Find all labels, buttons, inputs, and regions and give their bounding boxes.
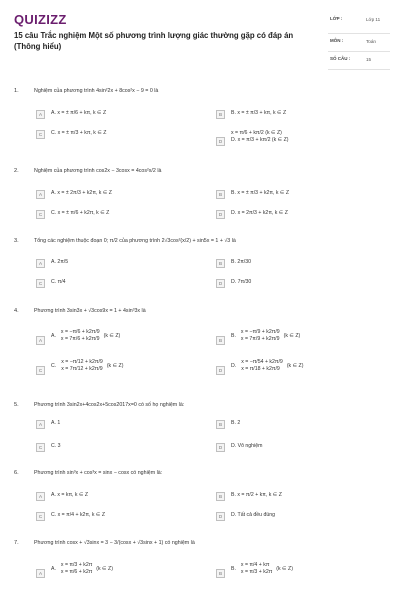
option-domain-note: (k ∈ Z) bbox=[283, 332, 301, 339]
meta-count-label: SỐ CÂU : bbox=[330, 56, 351, 61]
question-number: 2. bbox=[14, 168, 19, 174]
meta-class-row bbox=[328, 12, 390, 34]
option-formula-stack bbox=[241, 562, 272, 576]
option-text bbox=[231, 492, 282, 499]
option-line: A. 1 bbox=[51, 420, 61, 426]
option-key-box[interactable]: C bbox=[36, 279, 45, 288]
option-line: B. 2π/30 bbox=[231, 259, 252, 265]
option-key-box[interactable]: D bbox=[216, 366, 225, 375]
option-key-box[interactable]: B bbox=[216, 259, 225, 268]
option-b[interactable] bbox=[216, 329, 300, 353]
option-text bbox=[231, 359, 303, 373]
option-text bbox=[231, 110, 286, 117]
option-formula-line: x = π/18 + k2π/9 bbox=[241, 366, 280, 372]
option-formula-line: x = 7π/9 + k2π/9 bbox=[240, 336, 280, 342]
option-b[interactable] bbox=[216, 259, 251, 271]
question-number: 4. bbox=[14, 308, 19, 314]
option-key-box[interactable]: B bbox=[216, 420, 225, 429]
option-c[interactable] bbox=[36, 359, 123, 383]
option-text bbox=[231, 562, 293, 576]
option-line: D. x = 2π/3 + k2π, k ∈ Z bbox=[231, 210, 288, 216]
question-text: Tổng các nghiệm thuộc đoạn 0; π/2 của phương trình 2√3cos²(x/2) + sin5x = 1 + √3 là bbox=[34, 238, 236, 244]
option-domain-note: (k ∈ Z) bbox=[286, 362, 304, 369]
option-c[interactable] bbox=[36, 279, 66, 291]
option-formula-line: x = π/3 + k2π bbox=[60, 562, 93, 568]
option-text bbox=[231, 130, 289, 144]
option-text bbox=[231, 420, 240, 427]
option-text bbox=[51, 562, 113, 576]
option-formula-line: x = π/6 + k2π bbox=[60, 569, 93, 575]
option-line: D. Tất cả đều đúng bbox=[231, 512, 276, 518]
question-text: Nghiệm của phương trình 4sin²2x + 8cos²x − 9 = 0 là bbox=[34, 88, 159, 94]
option-key-box[interactable]: B bbox=[216, 569, 225, 578]
option-text bbox=[51, 259, 68, 266]
question-number: 5. bbox=[14, 402, 19, 408]
option-line: x = π/6 + kπ/2 (k ∈ Z) bbox=[231, 130, 282, 136]
option-a[interactable] bbox=[36, 492, 88, 504]
option-c[interactable] bbox=[36, 210, 109, 222]
option-formula-stack bbox=[241, 359, 283, 373]
option-text bbox=[231, 443, 262, 450]
option-key-box[interactable]: D bbox=[216, 443, 225, 452]
option-formula-stack bbox=[241, 329, 280, 343]
option-a[interactable] bbox=[36, 259, 68, 271]
option-formula-line: x = −π/9 + k2π/9 bbox=[240, 329, 280, 335]
option-d[interactable] bbox=[216, 359, 303, 383]
option-line: A. 2π/5 bbox=[51, 259, 69, 265]
question-text: Phương trình 3sin3x + √3cos9x = 1 + 4sin³3x là bbox=[34, 308, 146, 314]
question-number: 7. bbox=[14, 540, 19, 546]
option-formula-line: x = −π/6 + k2π/9 bbox=[60, 329, 100, 335]
option-d[interactable] bbox=[216, 512, 275, 524]
option-text bbox=[231, 210, 288, 217]
option-key-box[interactable]: C bbox=[36, 366, 45, 375]
option-a[interactable] bbox=[36, 110, 106, 122]
option-key-box[interactable]: B bbox=[216, 190, 225, 199]
option-key-box[interactable]: A bbox=[36, 569, 45, 578]
option-key-box[interactable]: A bbox=[36, 492, 45, 501]
option-formula-line: x = π/3 + k2π bbox=[240, 569, 273, 575]
option-line: C. π/4 bbox=[51, 279, 66, 285]
option-key-box[interactable]: D bbox=[216, 210, 225, 219]
option-line: B. x = ± π/3 + kπ, k ∈ Z bbox=[231, 110, 287, 116]
worksheet-title: 15 câu Trắc nghiệm Một số phương trình lượng giác thường gặp có đáp án (Thông hiểu) bbox=[14, 31, 294, 51]
option-label: B. bbox=[231, 332, 236, 339]
option-formula-stack bbox=[61, 562, 92, 576]
option-text bbox=[51, 420, 60, 427]
option-d[interactable] bbox=[216, 279, 251, 291]
question-text: Phương trình 3sin2x+4cos2x+5cos2017x=0 có số họ nghiệm là: bbox=[34, 402, 185, 408]
option-text bbox=[51, 443, 61, 450]
option-line: C. x = ± π/3 + kπ, k ∈ Z bbox=[51, 130, 107, 136]
option-line: D. 7π/30 bbox=[231, 279, 252, 285]
question-number: 6. bbox=[14, 470, 19, 476]
option-a[interactable] bbox=[36, 329, 120, 353]
option-key-box[interactable]: B bbox=[216, 110, 225, 119]
option-label: D. bbox=[231, 362, 237, 369]
option-line: A. x = ± π/6 + kπ, k ∈ Z bbox=[51, 110, 107, 116]
question-text: Phương trình sin³x + cos³x = sinx − cosx có nghiệm là: bbox=[34, 470, 163, 476]
option-text bbox=[51, 492, 88, 499]
option-key-box[interactable]: C bbox=[36, 512, 45, 521]
meta-count-row bbox=[328, 52, 390, 70]
option-formula-line: x = −π/12 + k2π/9 bbox=[61, 359, 103, 365]
option-key-box[interactable]: C bbox=[36, 443, 45, 452]
option-key-box[interactable]: A bbox=[36, 110, 45, 119]
question-number: 1. bbox=[14, 88, 19, 94]
option-key-box[interactable]: C bbox=[36, 210, 45, 219]
meta-panel bbox=[328, 12, 390, 70]
meta-count-value: 15 bbox=[366, 57, 372, 62]
option-key-box[interactable]: A bbox=[36, 190, 45, 199]
option-d[interactable] bbox=[216, 210, 288, 222]
option-key-box[interactable]: B bbox=[216, 492, 225, 501]
option-formula-line: x = 7π/12 + k2π/9 bbox=[61, 366, 103, 372]
option-line: A. x = kπ, k ∈ Z bbox=[51, 492, 89, 498]
meta-class-label: LỚP : bbox=[330, 16, 343, 21]
option-text bbox=[51, 329, 120, 343]
option-line: D. x = π/3 + kπ/2 (k ∈ Z) bbox=[231, 137, 289, 143]
option-text bbox=[231, 190, 289, 197]
quizizz-logo: QUIZIZZ bbox=[14, 12, 67, 27]
option-d[interactable] bbox=[216, 443, 262, 455]
question-text: Nghiệm của phương trình cos2x − 3cosx = 4cos²x/2 là bbox=[34, 168, 162, 174]
option-key-box[interactable]: D bbox=[216, 279, 225, 288]
option-line: C. 3 bbox=[51, 443, 61, 449]
meta-subject-label: MÔN : bbox=[330, 38, 344, 43]
meta-subject-row bbox=[328, 34, 390, 52]
option-line: B. 2 bbox=[231, 420, 241, 426]
option-formula-line: x = −π/54 + k2π/9 bbox=[241, 359, 283, 365]
meta-class-value: Lớp 11 bbox=[366, 17, 381, 22]
option-key-box[interactable]: D bbox=[216, 512, 225, 521]
option-c[interactable] bbox=[36, 443, 61, 455]
question-text: Phương trình cosx + √3sinx = 3 − 3/(cosx + √3sinx + 1) có nghiệm là bbox=[34, 540, 195, 546]
option-label: C. bbox=[51, 362, 57, 369]
option-text bbox=[231, 259, 251, 266]
option-line: D. Vô nghiệm bbox=[231, 443, 263, 449]
option-label: A. bbox=[51, 565, 56, 572]
worksheet-header bbox=[0, 0, 400, 70]
option-key-box[interactable]: A bbox=[36, 336, 45, 345]
question-number: 3. bbox=[14, 238, 19, 244]
option-c[interactable] bbox=[36, 512, 105, 524]
option-formula-line: x = 7π/6 + k2π/9 bbox=[60, 336, 100, 342]
option-key-box[interactable]: C bbox=[36, 130, 45, 139]
option-key-box[interactable]: A bbox=[36, 420, 45, 429]
option-b[interactable] bbox=[216, 562, 293, 586]
option-formula-stack bbox=[61, 359, 103, 373]
option-domain-note: (k ∈ Z) bbox=[106, 362, 124, 369]
option-domain-note: (k ∈ Z) bbox=[103, 332, 121, 339]
option-text bbox=[231, 512, 275, 519]
option-text bbox=[231, 279, 251, 286]
option-domain-note: (k ∈ Z) bbox=[276, 565, 293, 572]
option-text bbox=[51, 210, 109, 217]
option-a[interactable] bbox=[36, 190, 112, 202]
option-key-box[interactable]: D bbox=[216, 137, 225, 146]
option-text bbox=[51, 130, 106, 137]
option-label: A. bbox=[51, 332, 56, 339]
option-line: B. x = π/2 + kπ, k ∈ Z bbox=[231, 492, 282, 498]
option-text bbox=[51, 190, 112, 197]
option-b[interactable] bbox=[216, 110, 286, 122]
option-text bbox=[51, 359, 123, 373]
option-text bbox=[51, 512, 105, 519]
option-formula-line: x = π/4 + kπ bbox=[240, 562, 270, 568]
option-text bbox=[231, 329, 300, 343]
option-a[interactable] bbox=[36, 420, 60, 432]
meta-subject-value: Toán bbox=[366, 39, 376, 44]
option-d[interactable] bbox=[216, 130, 289, 154]
option-line: C. x = ± π/6 + k2π, k ∈ Z bbox=[51, 210, 110, 216]
option-key-box[interactable]: A bbox=[36, 259, 45, 268]
option-text bbox=[51, 279, 66, 286]
option-formula-stack bbox=[61, 329, 100, 343]
option-c[interactable] bbox=[36, 130, 106, 142]
option-key-box[interactable]: B bbox=[216, 336, 225, 345]
option-text bbox=[51, 110, 106, 117]
option-line: A. x = ± 2π/3 + k2π, k ∈ Z bbox=[51, 190, 112, 196]
option-domain-note: (k ∈ Z) bbox=[96, 565, 113, 572]
option-label: B. bbox=[231, 565, 236, 572]
option-b[interactable] bbox=[216, 492, 282, 504]
option-b[interactable] bbox=[216, 420, 240, 432]
option-line: B. x = ± π/3 + k2π, k ∈ Z bbox=[231, 190, 290, 196]
option-b[interactable] bbox=[216, 190, 289, 202]
option-a[interactable] bbox=[36, 562, 113, 586]
option-line: C. x = π/4 + k2π, k ∈ Z bbox=[51, 512, 106, 518]
